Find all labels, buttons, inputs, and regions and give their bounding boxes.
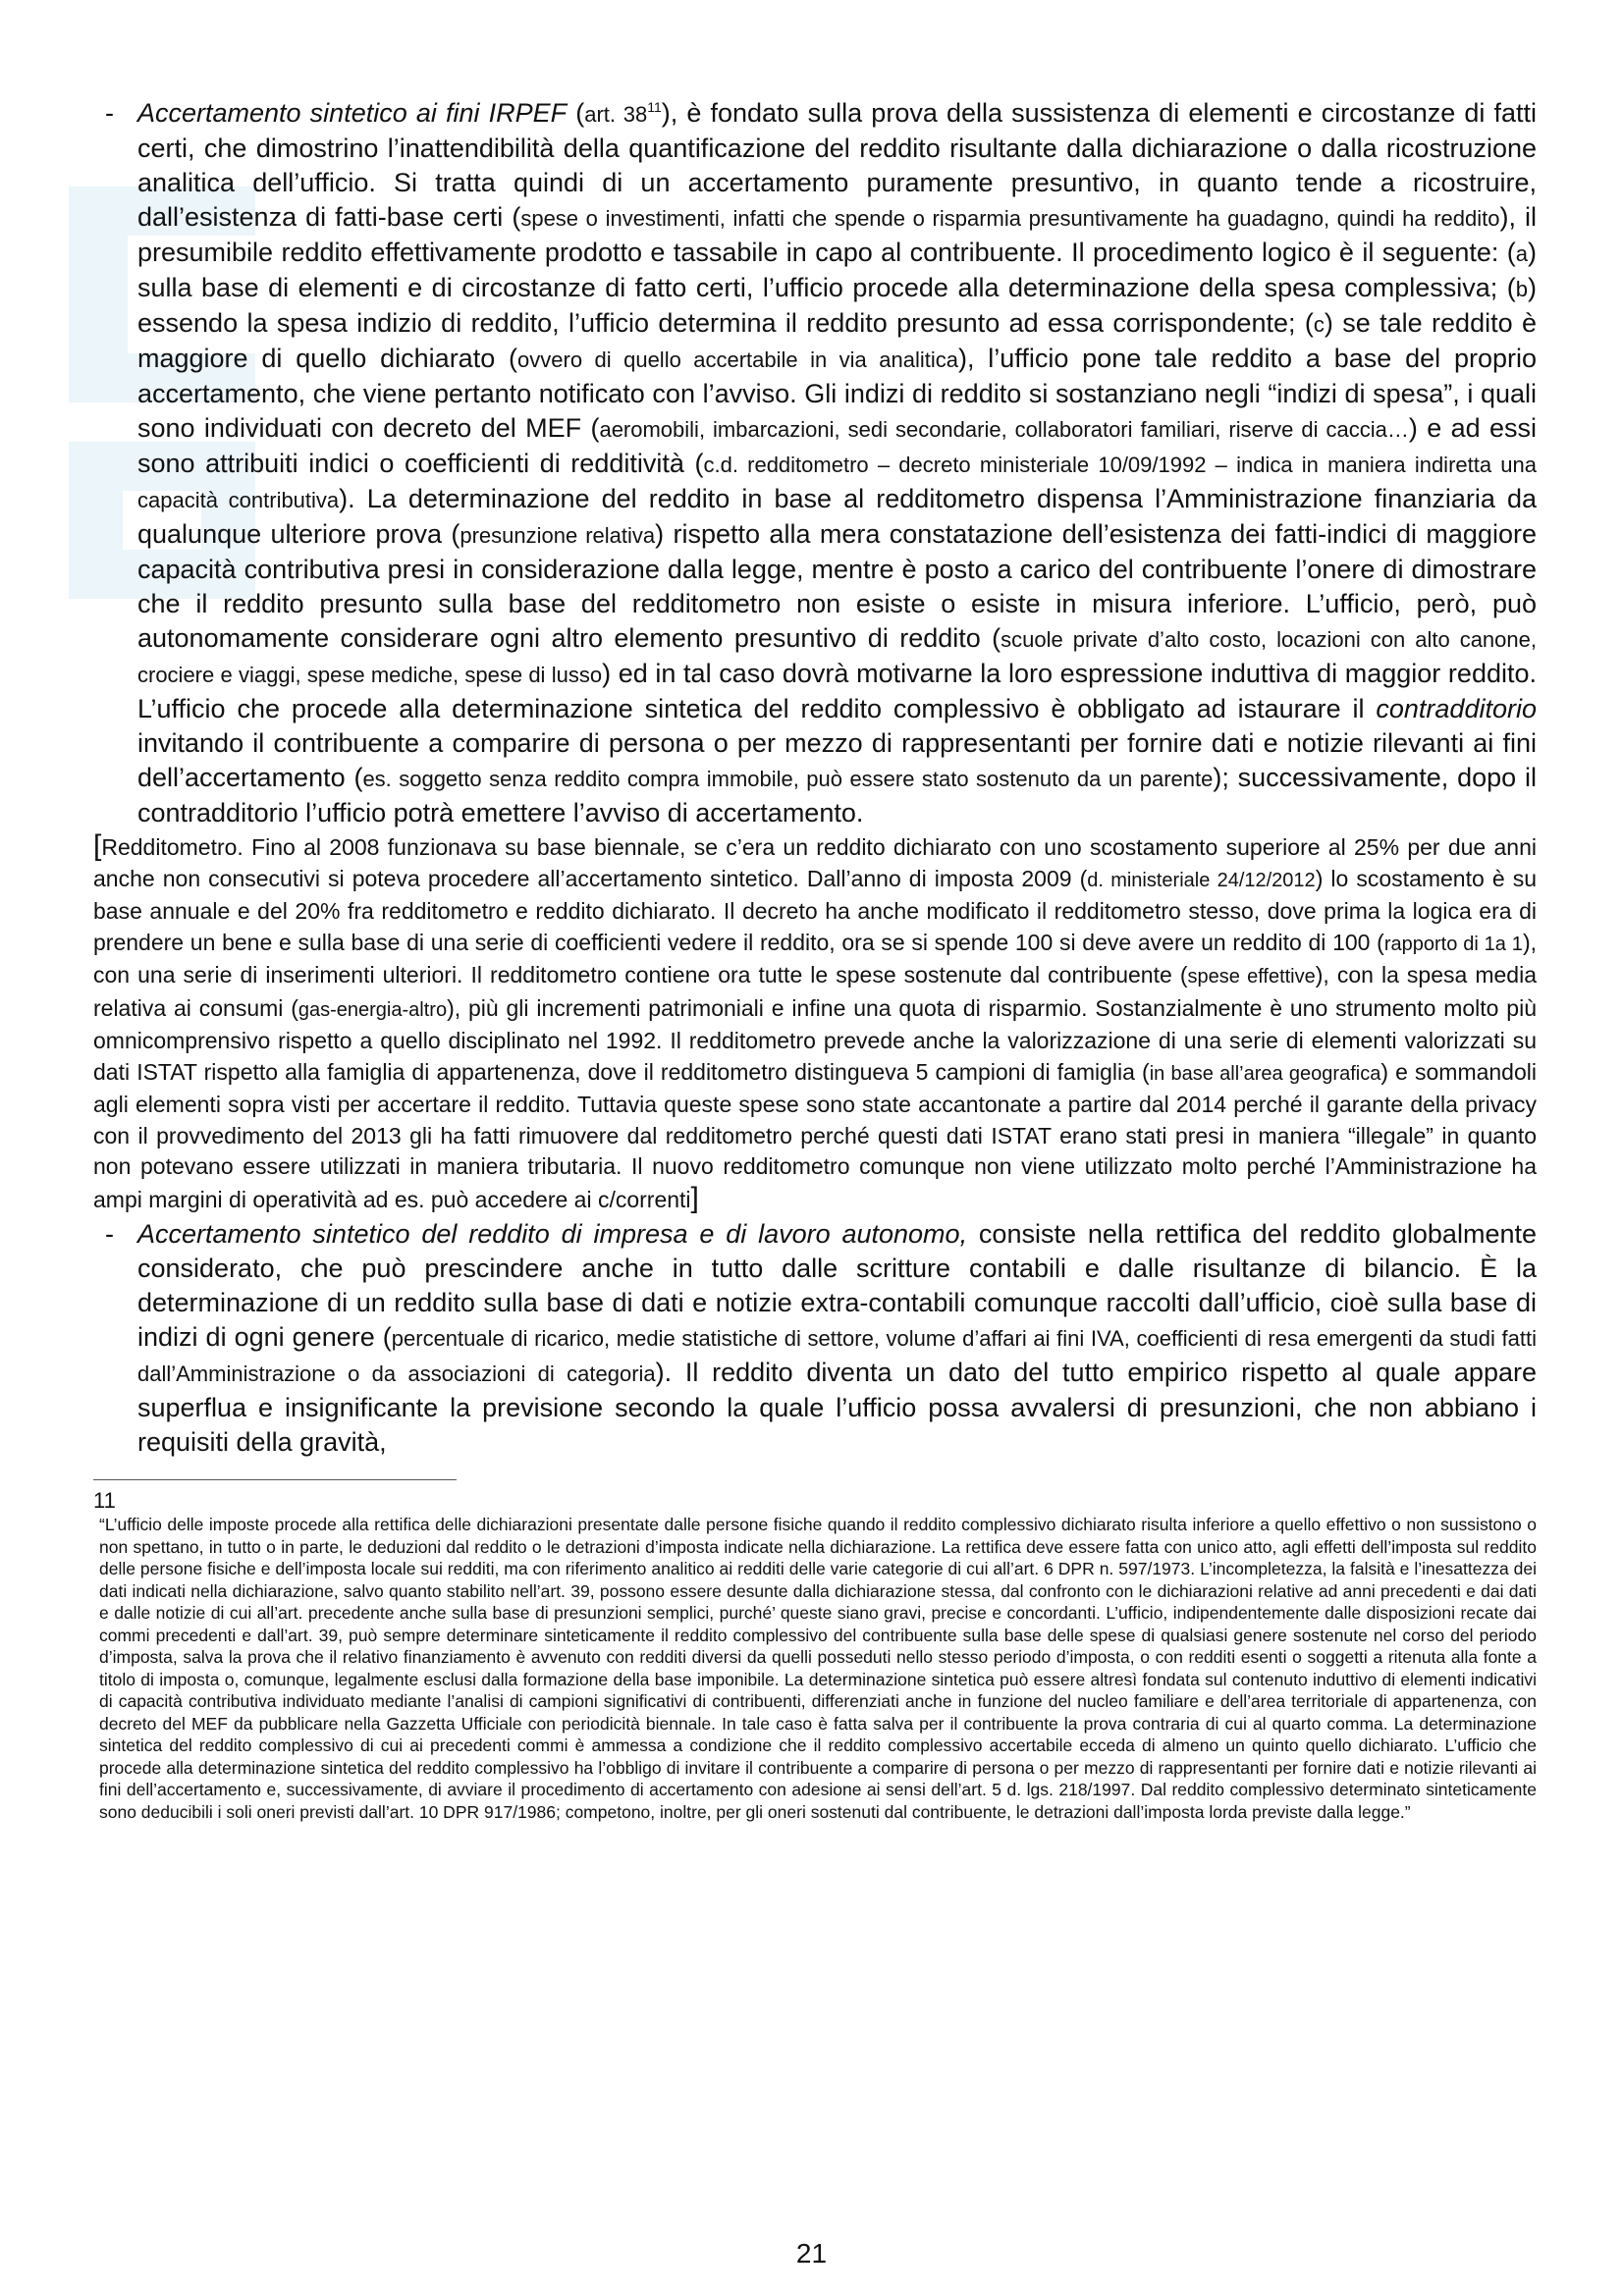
paragraph-accertamento-impresa: - Accertamento sintetico del reddito di impresa e di lavoro autonomo, consiste nella rettifica del reddito globalmente considerato, che può prescindere anche in tutto dalle scritture contabili e dalle risultanze di bilancio. È la determinazione di un reddito sulla base di dati e notizie extra-contabili comunque raccolti dall’ufficio, cioè sulla base di indizi di ogni genere (percentuale di ricarico, medie statistiche di settore, volume d’affari ai fini IVA, coefficienti di resa emergenti da studi fatti dall’Amministrazione o da associazioni di categoria). Il reddito diventa un dato del tutto empirico rispetto al quale appare superflua e insignificante la previsione secondo la quale l’ufficio possa avvalersi di presunzioni, che non abbiano i requisiti della gravità, [105,1219,1537,1457]
term-accertamento-sintetico-irpef: Accertamento sintetico ai fini IRPEF [137,98,568,128]
term-contradditorio: contradditorio [1376,694,1537,723]
footnote-ref[interactable]: 11 [647,99,662,115]
term-accertamento-sintetico-impresa: Accertamento sintetico del reddito di impresa e di lavoro autonomo, [137,1219,968,1249]
list-dash: - [105,1219,114,1249]
open-bracket: [ [93,829,102,862]
close-bracket: ] [690,1181,699,1214]
footnote-number: 11 [93,1488,116,1513]
document-page [93,96,1537,1823]
footnote-text: “L’ufficio delle imposte procede alla rettifica delle dichiarazioni presentate dalle persone fisiche quando il reddito complessivo dichiarato risulta inferiore a quello effettivo o non sussistono o non spettano, in tutto o in parte, le deduzioni dal reddito o le detrazioni d’imposta indicate nella dichiarazione. La rettifica deve essere fatta con unico atto, agli effetti dell’imposta sul reddito delle persone fisiche e dell’imposta locale sui redditi, ma con riferimento analitico ai redditi delle varie categorie di cui all’art. 6 DPR n. 597/1973. L’incompletezza, la falsità e l’inesattezza dei dati indicati nella dichiarazione, salvo quanto stabilito nell’art. 39, possono essere desunte dalla dichiarazione stessa, dal confronto con le dichiarazioni relative ad anni precedenti e dai dati e dalle notizie di cui all’art. precedente anche sulla base di presunzioni semplici, purché’ queste siano gravi, precise e concordanti. L’ufficio, indipendentemente dalle disposizioni recate dai commi precedenti e dall’art. 39, può sempre determinare sinteticamente il reddito complessivo del contribuente sulla base delle spese di qualsiasi genere sostenute nel corso del periodo d’imposta, salva la prova che il relativo finanziamento è avvenuto con redditi diversi da quelli posseduti nello stesso periodo d’imposta, o con redditi esenti o soggetti a ritenuta alla fonte a titolo di imposta o, comunque, legalmente esclusi dalla formazione della base imponibile. La determinazione sintetica può essere altresì fondata sul contenuto induttivo di elementi indicativi di capacità contributiva individuato mediante l’analisi di campioni significativi di contribuenti, differenziati anche in funzione del nucleo familiare e dell’area territoriale di appartenenza, con decreto del MEF da pubblicare nella Gazzetta Ufficiale con periodicità biennale. In tale caso è fatta salva per il contribuente la prova contraria di cui al quarto comma. La determinazione sintetica del reddito complessivo di cui ai precedenti commi è ammessa a condizione che il reddito complessivo accertabile ecceda di almeno un quinto quello dichiarato. L’ufficio che procede alla determinazione sintetica del reddito complessivo ha l’obbligo di invitare il contribuente a comparire di persona o per mezzo di rappresentanti per fornire dati e notizie rilevanti ai fini dell’accertamento e, successivamente, di avviare il procedimento di accertamento con adesione ai sensi dell’art. 5 d. lgs. 218/1997. Dal reddito complessivo determinato sinteticamente sono deducibili i soli oneri previsti dall’art. 10 DPR 917/1986; competono, inoltre, per gli oneri sostenuti dal contribuente, le detrazioni dall’imposta lorda previste dalla legge.” [99,1515,1537,1822]
paragraph-redditometro: [Redditometro. Fino al 2008 funzionava su base biennale, se c’era un reddito dichiarato con uno scostamento superiore al 25% per due anni anche non consecutivi si poteva procedere all’accertamento sintetico. Dall’anno di imposta 2009 (d. ministeriale 24/12/2012) lo scostamento è su base annuale e del 20% fra redditometro e reddito dichiarato. Il decreto ha anche modificato il redditometro stesso, dove prima la logica era di prendere un bene e sulla base di una serie di coefficienti vedere il reddito, ora se si spende 100 si deve avere un reddito di 100 (rapporto di 1a 1), con una serie di inserimenti ulteriori. Il redditometro contiene ora tutte le spese sostenute dal contribuente (spese effettive), con la spesa media relativa ai consumi (gas-energia-altro), più gli incrementi patrimoniali e infine una quota di risparmio. Sostanzialmente è uno strumento molto più omnicomprensivo rispetto a quello disciplinato nel 1992. Il redditometro prevede anche la valorizzazione di una serie di elementi valorizzati su dati ISTAT rispetto alla famiglia di appartenenza, dove il redditometro distingueva 5 campioni di famiglia (in base all’area geografica) e sommandoli agli elementi sopra visti per accertare il reddito. Tuttavia queste spese sono state accantonate a partire dal 2014 perché il garante della privacy con il provvedimento del 2013 gli ha fatti rimuovere dal redditometro perché questi dati ISTAT erano stati presi in maniera “illegale” in quanto non potevano essere utilizzati in maniera tributaria. Il nuovo redditometro comunque non viene utilizzato molto perché l’Amministrazione ha ampi margini di operatività ad es. può accedere ai c/correnti] [93,829,1538,1214]
footnote-separator [93,1479,457,1480]
paragraph-accertamento-irpef: - Accertamento sintetico ai fini IRPEF (art. $38^{11}$), è fondato sulla prova della sussistenza di elementi e circostanze di fatti certi, che dimostrino l’inattendibilità della quantificazione del reddito risultante dalla dichiarazione o dalla ricostruzione analitica dell’ufficio. Si tratta quindi di un accertamento puramente presuntivo, in quanto tende a ricostruire, dall’esistenza di fatti-base certi (spese o investimenti, infatti che spende o risparmia presuntivamente ha guadagno, quindi ha reddito), il presumibile reddito effettivamente prodotto e tassabile in capo al contribuente. Il procedimento logico è il seguente: (a) sulla base di elementi e di circostanze di fatto certi, l’ufficio procede alla determinazione della spesa complessiva; (b) essendo la spesa indizio di reddito, l’ufficio determina il reddito presunto ad essa corrispondente; (c) se tale reddito è maggiore di quello dichiarato (ovvero di quello accertabile in via analitica), l’ufficio pone tale reddito a base del proprio accertamento, che viene pertanto notificato con l’avviso. Gli indizi di reddito si sostanziano negli “indizi di spesa”, i quali sono individuati con decreto del MEF (aeromobili, imbarcazioni, sedi secondarie, collaboratori familiari, riserve di caccia…) e ad essi sono attribuiti indici o coefficienti di redditività (c.d. redditometro – decreto ministeriale 10/09/1992 – indica in maniera indiretta una capacità contributiva). La determinazione del reddito in base al redditometro dispensa l’Amministrazione finanziaria da qualunque ulteriore prova (presunzione relativa) rispetto alla mera constatazione dell’esistenza dei fatti-indici di maggiore capacità contributiva presi in considerazione dalla legge, mentre è posto a carico del contribuente l’onere di dimostrare che il reddito presunto sulla base del redditometro non esiste o esiste in misura inferiore. L’ufficio, però, può autonomamente considerare ogni altro elemento presuntivo di reddito (scuole private d’alto costo, locazioni con alto canone, crociere e viaggi, spese mediche, spese di lusso) ed in tal caso dovrà motivarne la loro espressione induttiva di maggior reddito. L’ufficio che procede alla determinazione sintetica del reddito complessivo è obbligato ad istaurare il contradditorio invitando il contribuente a comparire di persona o per mezzo di rappresentanti per fornire dati e notizie rilevanti ai fini dell’accertamento (es. soggetto senza reddito compra immobile, può essere stato sostenuto da un parente); successivamente, dopo il contradditorio l’ufficio potrà emettere l’avviso di accertamento. [105,98,1538,828]
list-dash: - [105,98,114,128]
page-number: 21 [795,2238,828,2269]
